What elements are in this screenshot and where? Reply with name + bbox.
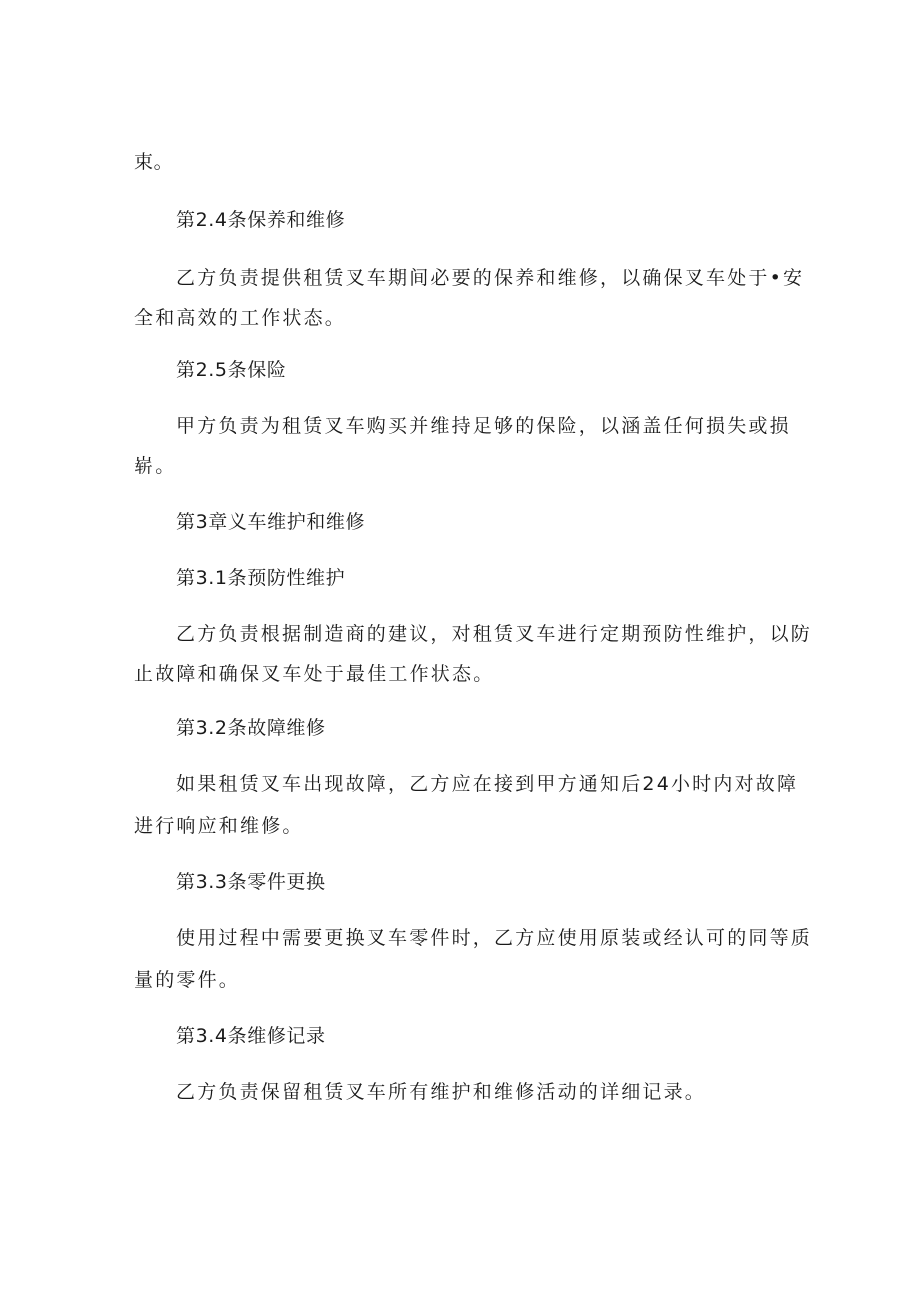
section-3-4-paragraph-line-1: 乙方负责保留租赁叉车所有维护和维修活动的详细记录。 <box>176 1081 707 1103</box>
continuation-text: 束。 <box>134 151 174 173</box>
section-2-5-paragraph-line-1: 甲方负责为租赁叉车购买并维持足够的保险，以涵盖任何损失或损 <box>176 415 791 437</box>
chapter-3-heading: 第3章义车维护和维修 <box>176 511 366 533</box>
section-3-1-heading: 第3.1条预防性维护 <box>176 567 346 589</box>
section-2-5-heading: 第2.5条保险 <box>176 359 287 381</box>
section-3-3-paragraph-line-2: 量的零件。 <box>134 969 241 991</box>
section-3-2-heading: 第3.2条故障维修 <box>176 717 326 739</box>
section-3-2-paragraph-line-1: 如果租赁叉车出现故障，乙方应在接到甲方通知后24小时内对故障 <box>176 773 799 795</box>
section-2-4-paragraph-line-1: 乙方负责提供租赁叉车期间必要的保养和维修，以确保叉车处于•安 <box>176 267 805 289</box>
section-3-2-paragraph-line-2: 进行响应和维修。 <box>134 815 304 837</box>
section-2-4-paragraph-line-2: 全和高效的工作状态。 <box>134 307 347 329</box>
section-3-1-paragraph-line-1: 乙方负责根据制造商的建议，对租赁叉车进行定期预防性维护，以防 <box>176 623 813 645</box>
section-3-3-paragraph-line-1: 使用过程中需要更换叉车零件时，乙方应使用原装或经认可的同等质 <box>176 927 813 949</box>
section-2-5-paragraph-line-2: 崭。 <box>134 455 177 477</box>
section-3-1-paragraph-line-2: 止故障和确保叉车处于最佳工作状态。 <box>134 663 495 685</box>
section-3-3-heading: 第3.3条零件更换 <box>176 871 326 893</box>
section-2-4-heading: 第2.4条保养和维修 <box>176 209 346 231</box>
section-3-4-heading: 第3.4条维修记录 <box>176 1025 326 1047</box>
